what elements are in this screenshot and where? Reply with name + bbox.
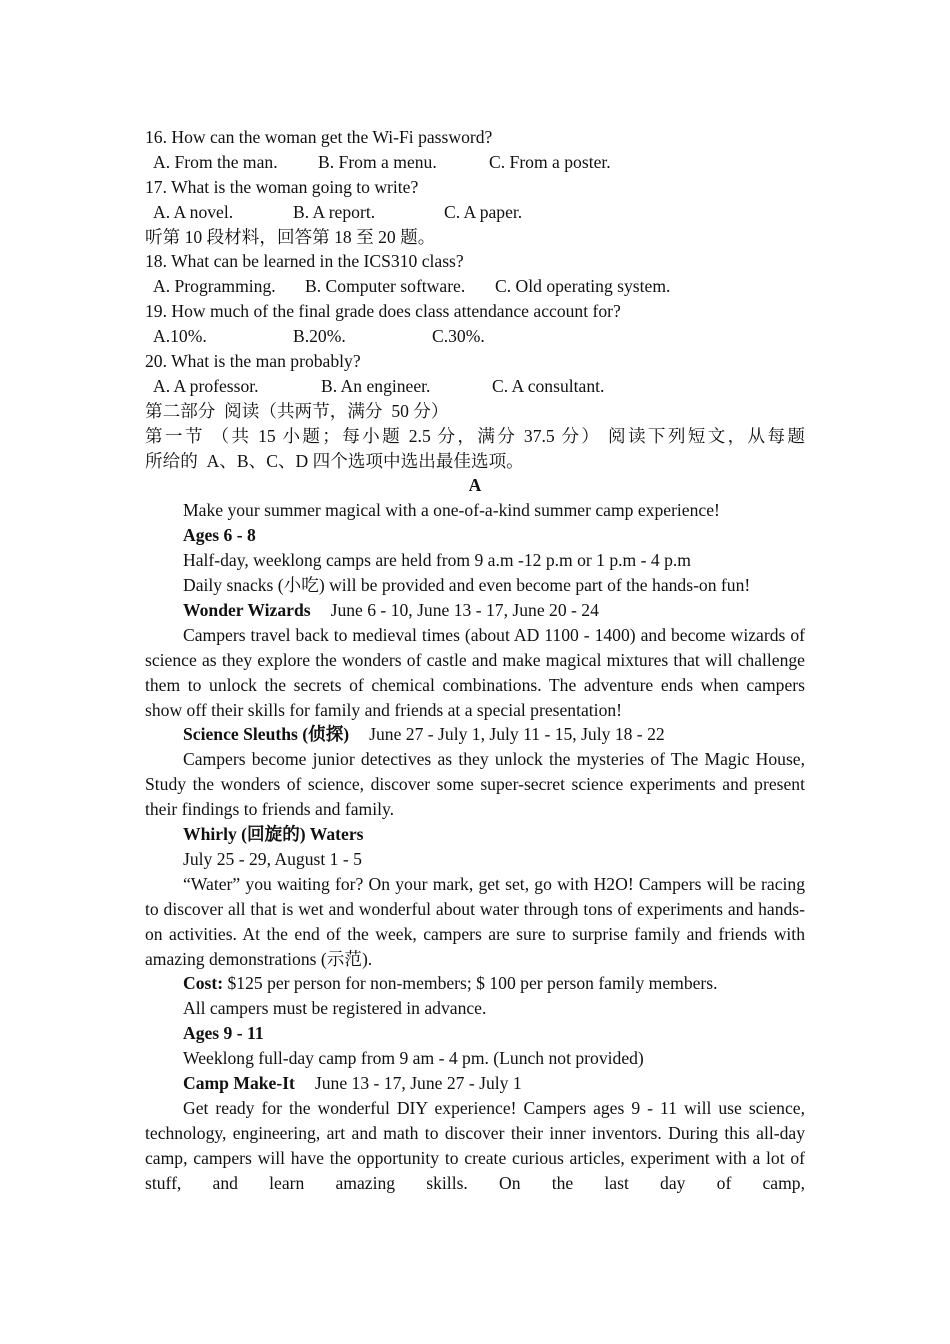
camp-name: Wonder Wizards: [183, 599, 311, 620]
camp-heading: [145, 1071, 805, 1096]
registration-note: All campers must be registered in advance.: [183, 998, 487, 1019]
passage-intro: Make your summer magical with a one-of-a-kind summer camp experience!: [183, 500, 720, 521]
option-b: B. A report.: [293, 201, 376, 222]
cost-text: $125 per person for non-members; $ 100 per person family members.: [223, 973, 718, 994]
camp-dates: July 25 - 29, August 1 - 5: [183, 848, 362, 869]
camp-description: Campers become junior detectives as they unlock the mysteries of The Magic House, Study the wonders of science, discover some super-secret science experiments and present their findings to friends and family.: [145, 749, 805, 820]
question-17: 17. What is the woman going to write?: [145, 176, 419, 197]
option-a: A. A professor.: [153, 375, 259, 396]
question-16: 16. How can the woman get the Wi-Fi password?: [145, 127, 493, 147]
option-a: A. Programming.: [153, 276, 276, 297]
page-content: [145, 125, 805, 1196]
option-c: C.30%.: [432, 326, 485, 347]
camp-dates: June 27 - July 1, July 11 - 15, July 18 - 22: [369, 724, 665, 745]
options-16: [145, 150, 805, 175]
option-b: B. From a menu.: [318, 151, 437, 172]
schedule-text: Weeklong full-day camp from 9 am - 4 pm. (Lunch not provided): [183, 1048, 644, 1069]
camp-name: Science Sleuths (侦探): [183, 724, 350, 745]
camp-description: Campers travel back to medieval times (about AD 1100 - 1400) and become wizards of science as they explore the wonders of castle and make magical mixtures that will challenge them to unlock the secrets of chemical combinations. The adventure ends when campers show off their skills for family and friends at a special presentation!: [145, 624, 805, 720]
snacks-text: Daily snacks (小吃) will be provided and even become part of the hands-on fun!: [183, 575, 751, 596]
section1-instructions-cont: 所给的 A、B、C、D 四个选项中选出最佳选项。: [145, 450, 524, 471]
option-c: C. From a poster.: [489, 151, 611, 172]
material-note: 听第 10 段材料，回答第 18 至 20 题。: [145, 226, 436, 247]
options-20: [145, 374, 805, 399]
options-19: [145, 324, 805, 349]
passage-label: A: [468, 475, 482, 496]
option-b: B.20%.: [293, 326, 346, 347]
cost-label: Cost:: [183, 973, 224, 994]
camp-description: Get ready for the wonderful DIY experience! Campers ages 9 - 11 will use science, technology, engineering, art and math to discover their inner inventors. During this all-day camp, campers will have the opportunity to create curious articles, experiment with a lot of stuff, and learn amazing skills. On the last day of camp,: [145, 1097, 805, 1193]
option-c: C. A paper.: [444, 201, 523, 222]
camp-name: Whirly (回旋的) Waters: [183, 824, 364, 845]
question-18: 18. What can be learned in the ICS310 class?: [145, 251, 464, 272]
cost-line: [145, 971, 805, 996]
option-a: A.10%.: [153, 326, 207, 347]
option-a: A. A novel.: [153, 201, 234, 222]
part2-title: 第二部分 阅读（共两节，满分 50 分）: [145, 400, 449, 421]
age-group-heading: Ages 9 - 11: [183, 1023, 264, 1044]
option-a: A. From the man.: [153, 151, 278, 172]
options-18: [145, 274, 805, 299]
camp-heading: [145, 598, 805, 623]
section1-instructions: 第一节 （共 15 小题；每小题 2.5 分，满分 37.5 分） 阅读下列短文，从每题: [145, 425, 805, 446]
option-c: C. Old operating system.: [495, 276, 671, 297]
option-b: B. Computer software.: [305, 276, 466, 297]
option-b: B. An engineer.: [321, 375, 431, 396]
camp-dates: June 6 - 10, June 13 - 17, June 20 - 24: [330, 599, 599, 620]
question-19: 19. How much of the final grade does class attendance account for?: [145, 301, 621, 322]
options-17: [145, 200, 805, 225]
camp-description: “Water” you waiting for? On your mark, get set, go with H2O! Campers will be racing to discover all that is wet and wonderful about water through tons of experiments and hands-on activities. At the end of the week, campers are sure to surprise family and friends with amazing demonstrations (示范).: [145, 873, 805, 969]
age-group-heading: Ages 6 - 8: [183, 525, 256, 546]
camp-dates: June 13 - 17, June 27 - July 1: [314, 1073, 522, 1094]
camp-heading: [145, 722, 805, 747]
option-c: C. A consultant.: [492, 375, 605, 396]
question-20: 20. What is the man probably?: [145, 351, 361, 372]
schedule-text: Half-day, weeklong camps are held from 9 a.m -12 p.m or 1 p.m - 4 p.m: [183, 550, 691, 571]
camp-name: Camp Make-It: [183, 1073, 295, 1094]
